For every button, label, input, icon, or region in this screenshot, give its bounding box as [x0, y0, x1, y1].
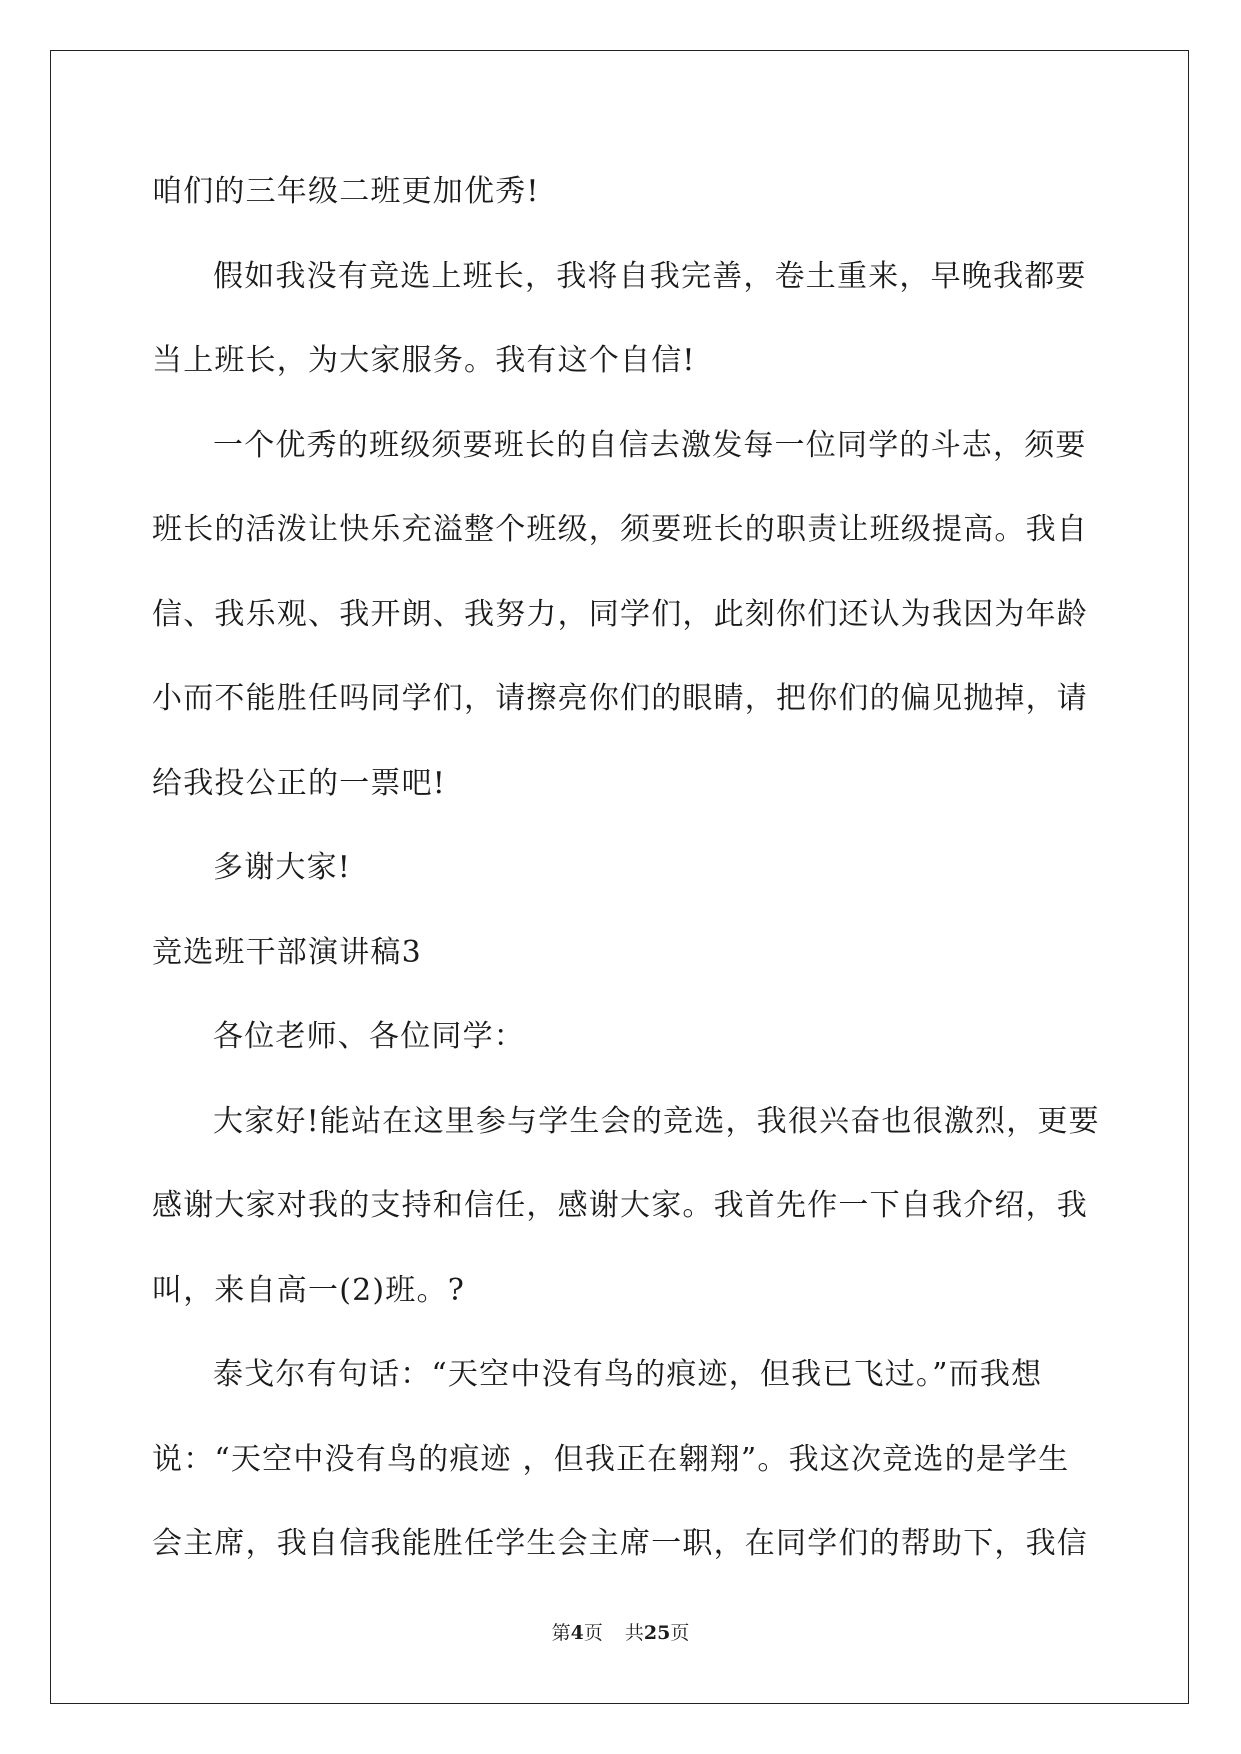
- text-line: 各位老师、各位同学：: [213, 1019, 525, 1054]
- document-body: [152, 150, 1100, 1587]
- footer-page-unit: 页: [583, 1622, 603, 1644]
- text-line: 咱们的三年级二班更加优秀!: [152, 174, 540, 209]
- text-line: 当上班长，为大家服务。我有这个自信!: [152, 343, 696, 378]
- text-line: 大家好!能站在这里参与学生会的竞选，我很兴奋也很激烈，更要: [213, 1103, 1100, 1139]
- text-line: 一个优秀的班级须要班长的自信去激发每一位同学的斗志，须要: [213, 427, 1087, 463]
- text-line: 泰戈尔有句话：“天空中没有鸟的痕迹，但我已飞过。”而我想: [213, 1357, 1043, 1392]
- total-pages-number: 25: [643, 1622, 671, 1644]
- text-line: 说：“天空中没有鸟的痕迹 ，但我正在翱翔”。我这次竞选的是学生: [152, 1441, 1070, 1477]
- text-line: 感谢大家对我的支持和信任，感谢大家。我首先作一下自我介绍，我: [152, 1188, 1088, 1223]
- text-line: 班长的活泼让快乐充溢整个班级，须要班长的职责让班级提高。我自: [152, 512, 1088, 547]
- text-line: 叫，来自高一(2)班。?: [152, 1272, 465, 1308]
- text-line: 会主席，我自信我能胜任学生会主席一职，在同学们的帮助下，我信: [152, 1526, 1088, 1561]
- footer-total-prefix: 共: [624, 1622, 644, 1644]
- current-page-number: 4: [570, 1622, 584, 1644]
- page-footer: [0, 1618, 1241, 1645]
- text-line: 给我投公正的一票吧!: [152, 765, 447, 801]
- text-line: 多谢大家!: [213, 850, 352, 885]
- text-line: 小而不能胜任吗同学们，请擦亮你们的眼睛，把你们的偏见抛掉，请: [152, 681, 1088, 716]
- text-line: 信、我乐观、我开朗、我努力，同学们，此刻你们还认为我因为年龄: [152, 596, 1088, 632]
- footer-prefix: 第: [551, 1622, 571, 1644]
- section-heading: 竞选班干部演讲稿3: [152, 934, 422, 970]
- footer-total-unit: 页: [670, 1622, 690, 1644]
- text-line: 假如我没有竞选上班长，我将自我完善，卷土重来，早晚我都要: [213, 258, 1087, 294]
